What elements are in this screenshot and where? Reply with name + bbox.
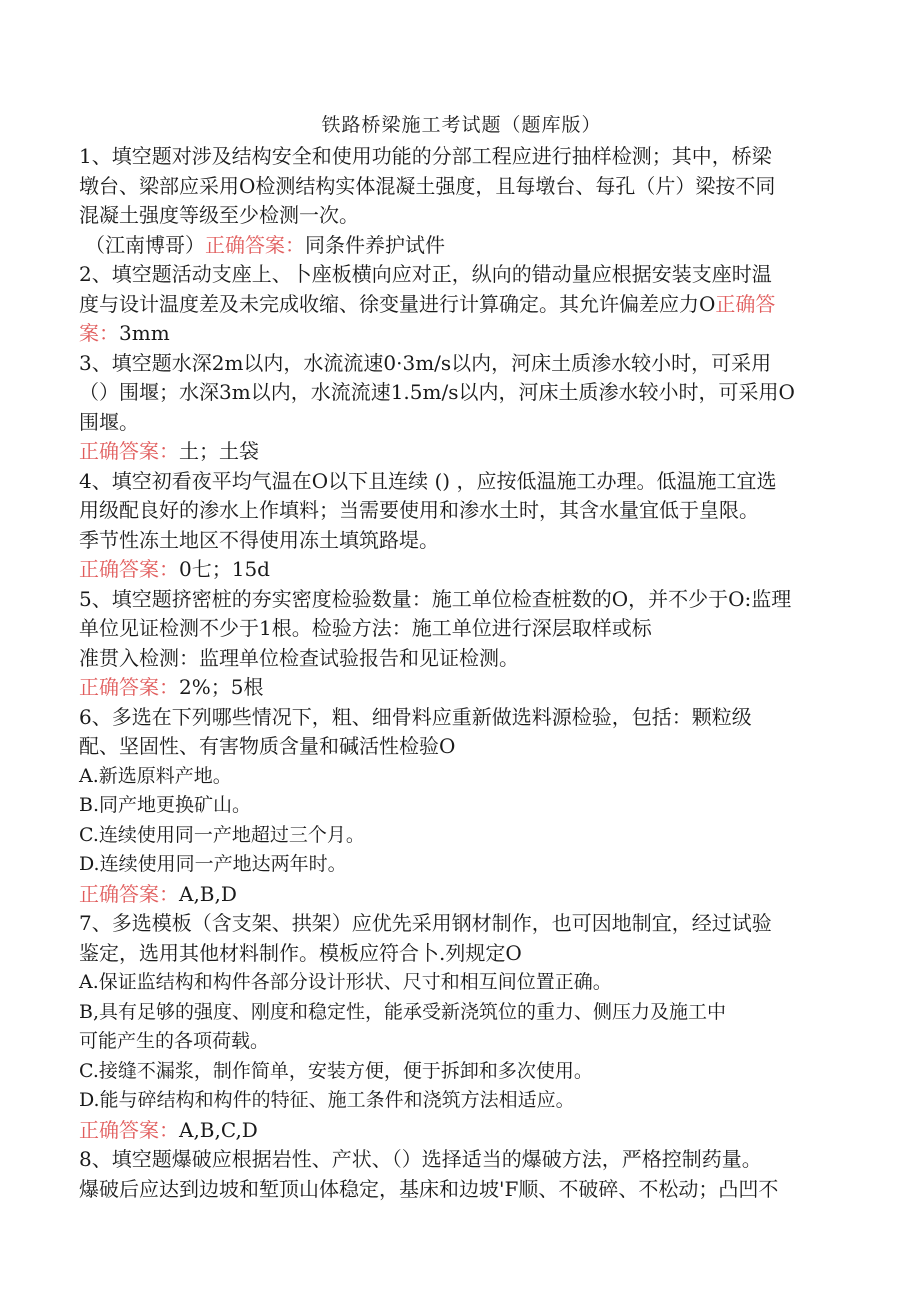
answer-label: 正确答案：	[79, 675, 179, 699]
answer-value: 3mm	[119, 321, 170, 345]
question-3-line-3: 围堰。	[79, 409, 139, 434]
question-6-option-b: B.同产地更换矿山。	[79, 794, 252, 816]
question-1-line-1: 1、填空题对涉及结构安全和使用功能的分部工程应进行抽样检测；其中，桥梁	[79, 144, 772, 168]
question-5-answer	[79, 673, 834, 703]
question-4-line-3: 季节性冻土地区不得使用冻土填筑路堤。	[79, 527, 439, 552]
answer-value: 0七；15d	[179, 557, 270, 581]
answer-label: 正确答案：	[79, 557, 179, 581]
question-2-text: 度与设计温度差及未完成收缩、徐变量进行计算确定。其允许偏差应力O	[79, 291, 716, 316]
answer-value: 同条件养护试件	[305, 232, 445, 257]
question-7-option-a: A.保证监结构和构件各部分设计形状、尺寸和相互间位置正确。	[79, 971, 612, 993]
answer-value: A,B,D	[179, 881, 237, 906]
question-1-line-3: 混凝土强度等级至少检测一次。	[79, 203, 359, 227]
question-8-line-1: 8、填空题爆破应根据岩性、产状、（）选择适当的爆破方法，严格控制药量。	[79, 1147, 762, 1171]
question-4-line-2: 用级配良好的渗水上作填料；当需要使用和渗水土时，其含水量宜低于皇限。	[79, 498, 759, 522]
question-1-answer	[79, 231, 834, 261]
question-6-option-a: A.新选原料产地。	[79, 764, 232, 787]
question-6-answer	[79, 880, 834, 910]
answer-value: A,B,C,D	[179, 1117, 258, 1142]
question-3-line-2: （）围堰；水深3m以内，水流流速1.5m/s以内，河床土质渗水较小时，可采用O	[79, 380, 795, 404]
question-7-option-c: C.接缝不漏浆，制作简单，安装方便，便于拆卸和多次使用。	[79, 1059, 593, 1082]
question-2-line-2	[79, 290, 834, 320]
document-title: 铁路桥梁施工考试题（题库版）	[321, 114, 602, 136]
question-4-answer	[79, 555, 834, 585]
question-4-line-1: 4、填空初看夜平均气温在O以下且连续 () ，应按低温施工办理。低温施工宜选	[79, 468, 777, 493]
question-1-line-2: 墩台、梁部应采用O检测结构实体混凝土强度，且每墩台、每孔（片）梁按不同	[79, 173, 776, 198]
answer-label-part-2: 案：	[79, 321, 119, 345]
answer-label: 正确答案：	[79, 439, 179, 463]
question-5-line-1: 5、填空题挤密桩的夯实密度检验数量：施工单位检查桩数的O，并不少于O:监理	[79, 586, 792, 611]
question-7-line-1: 7、多选模板（含支架、拱架）应优先采用钢材制作，也可因地制宜，经过试验	[79, 911, 772, 935]
answer-value: 土；土袋	[179, 439, 259, 463]
question-7-option-d: D.能与碎结构和构件的特征、施工条件和浇筑方法相适应。	[79, 1089, 575, 1111]
question-7-line-2: 鉴定，选用其他材料制作。模板应符合卜.列规定O	[79, 940, 522, 965]
question-6-line-2: 配、坚固性、有害物质含量和碱活性检验O	[79, 734, 456, 758]
question-6-line-1: 6、多选在下列哪些情况下，粗、细骨料应重新做选料源检验，包括：颗粒级	[79, 704, 752, 729]
question-8-line-2: 爆破后应达到边坡和堑顶山体稳定，基床和边坡'F顺、不破碎、不松动；凸凹不	[79, 1176, 779, 1201]
answer-value: 2%；5根	[179, 675, 264, 699]
question-6-option-d: D.连续使用同一产地达两年时。	[79, 853, 347, 875]
question-6-option-c: C.连续使用同一产地超过三个月。	[79, 823, 365, 846]
question-7-option-b: B,具有足够的强度、刚度和稳定性，能承受新浇筑位的重力、侧压力及施工中	[79, 1000, 727, 1023]
answer-label: 正确答案：	[205, 232, 305, 257]
question-2-line-1: 2、填空题活动支座上、卜座板横向应对正，纵向的错动量应根据安装支座时温	[79, 262, 772, 286]
question-7-answer	[79, 1116, 834, 1146]
question-3-line-1: 3、填空题水深2m以内，水流流速0·3m/s以内，河床土质渗水较小时，可采用	[79, 350, 772, 375]
question-3-answer	[79, 437, 834, 467]
answer-label: 正确答案：	[79, 1117, 179, 1142]
question-5-line-3: 准贯入检测：监理单位检查试验报告和见证检测。	[79, 645, 519, 670]
answer-label-part-1: 正确答	[715, 291, 776, 316]
question-5-line-2: 单位见证检测不少于1根。检验方法：施工单位进行深层取样或标	[79, 616, 652, 640]
question-7-option-b-cont: 可能产生的各项荷载。	[79, 1030, 270, 1052]
answer-prefix: （江南博哥）	[85, 232, 205, 257]
answer-label: 正确答案：	[79, 881, 179, 906]
question-2-answer	[79, 319, 834, 349]
